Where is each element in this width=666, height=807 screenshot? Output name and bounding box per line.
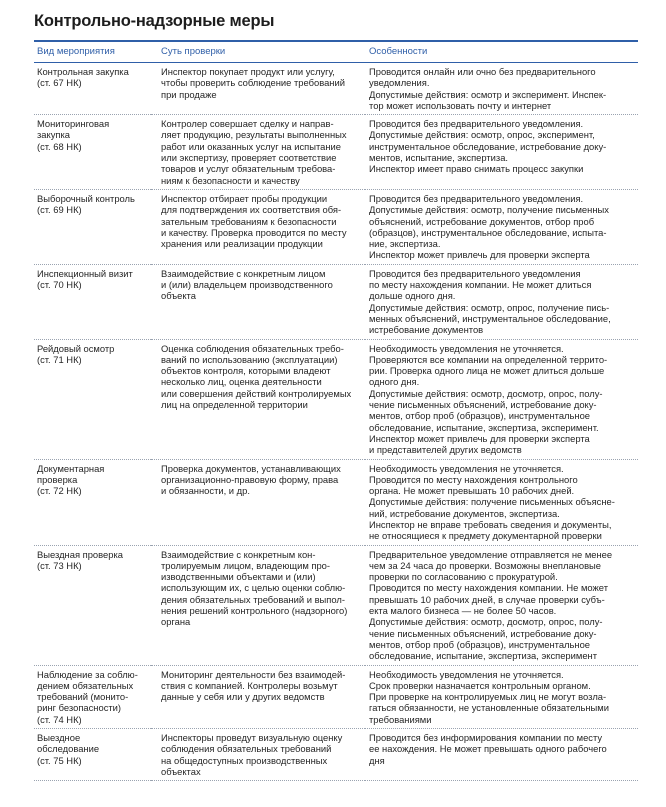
measure-kind-cell [34,115,151,190]
text-line: уведомления. [369,77,430,89]
table-row [34,665,638,728]
text-line: (ст. 69 НК) [37,204,82,216]
text-line: Инспектор имеет право снимать процесс закупки [369,163,584,175]
text-line: данные у себя или у других ведомств [161,691,325,703]
text-line: Срок проверки назначается контрольным органом. [369,679,591,691]
text-line: Инспекторы проведут визуальную оценку [161,732,343,744]
text-line: чем за 24 часа до проверки. Возможны внеплановые [369,559,602,571]
text-line: (ст. 71 НК) [37,353,82,365]
text-line: ний, истребование документов, экспертиза. [369,507,560,519]
text-line: (ст. 72 НК) [37,485,82,497]
check-essence-cell [151,665,365,728]
text-line: организационно-правовую форму, права [161,473,339,485]
control-measures-table [34,40,638,781]
text-line: дольше одного дня. [369,290,456,302]
text-line: обследование, испытание, экспертиза, эксперимент. [369,421,599,433]
text-line: Допустимые действия: осмотр, досмотр, опрос, полу- [369,616,603,628]
text-line: Инспектор не вправе требовать сведения и документы, [369,518,612,530]
text-line: Проводится онлайн или очно без предварительного [369,66,596,77]
text-line: использующим их, с целью оценки соблю- [161,582,346,594]
text-line: для подтверждения их соответствия обя- [161,204,342,216]
table-header [34,41,638,63]
text-line: и (или) владельцем производственного [161,279,333,291]
text-line: Проводится без информирования компании по месту [369,732,603,744]
text-line: ниям к безопасности и качеству [161,174,300,186]
text-line: (ст. 70 НК) [37,279,82,291]
table-row [34,115,638,190]
text-line: Проверяются все компании на определенной террито- [369,353,608,365]
text-line: или экспертизу, проверяет соответствие [161,152,337,164]
text-line: Инспектор отбирает пробы продукции [161,192,328,204]
text-line: истребование документов [369,324,484,336]
table-row [34,545,638,665]
table-row [34,729,638,781]
measure-kind-cell [34,339,151,459]
text-line: Документарная [37,462,105,474]
text-line: Выездная проверка [37,548,123,560]
text-line: органа. Не может превышать 10 рабочих дней. [369,485,575,497]
check-essence-cell [151,189,365,264]
text-line: по месту нахождения компании. Не может длиться [369,279,592,291]
text-line: (ст. 74 НК) [37,713,82,725]
features-cell [365,729,638,781]
text-line: Допустимые действия: получение письменных объясне- [369,496,615,508]
measure-kind-cell [34,729,151,781]
text-line: Инспектор может привлечь для проверки эксперта [369,249,590,261]
text-line: ствия с компанией. Контролеры возьмут [161,679,338,691]
text-line: проверка [37,473,78,485]
text-line: Взаимодействие с конкретным кон- [161,548,316,560]
text-line: (ст. 68 НК) [37,140,82,152]
features-cell [365,115,638,190]
text-line: тор может использовать почту и интернет [369,99,552,111]
text-line: тролируемым лицом, владеющим про- [161,559,330,571]
check-essence-cell [151,339,365,459]
column-header-features: Особенности [365,41,638,63]
text-line: Предварительное уведомление отправляется не менее [369,548,613,560]
text-line: или совершения действий контролируемых [161,387,352,399]
text-line: Проводится без предварительного уведомления [369,267,581,279]
text-line: гаться обязанности, не установленные обязательными [369,702,609,714]
measure-kind-cell [34,459,151,545]
text-line: товаров и услуг обязательным требова- [161,163,336,175]
text-line: Допустимые действия: осмотр, опрос, получение пись- [369,301,610,313]
text-line: чтобы проверить соблюдение требований [161,77,345,89]
text-line: дения обязательных требований и выпол- [161,593,345,605]
text-line: рии. Проверка одного лица не может длиться дольше [369,365,605,377]
column-header-essence: Суть проверки [151,41,365,63]
check-essence-cell [151,545,365,665]
text-line: Контролер совершает сделку и направ- [161,118,334,130]
text-line: Оценка соблюдения обязательных требо- [161,342,344,354]
features-cell [365,264,638,339]
text-line: соблюдения обязательных требований [161,743,332,755]
features-cell [365,339,638,459]
text-line: дением обязательных [37,679,134,691]
text-line: чение письменных объяснений, истребование доку- [369,399,597,411]
text-line: изводственными объектами и (или) [161,571,316,583]
text-line: объяснений, истребование документов, отбор проб [369,215,595,227]
features-cell [365,545,638,665]
text-line: превышать 10 рабочих дней, в случае проверки субъ- [369,593,605,605]
text-line: Инспекционный визит [37,267,133,279]
text-line: Проводится по месту нахождения компании. Не может [369,582,609,594]
table-row [34,264,638,339]
text-line: Проверка документов, устанавливающих [161,462,341,474]
text-line: Взаимодействие с конкретным лицом [161,267,326,279]
check-essence-cell [151,264,365,339]
text-line: Контрольная закупка [37,66,129,77]
text-line: ее нахождения. Не может превышать одного рабочего [369,743,607,755]
text-line: ментов, отбор проб (образцов), инструментальное [369,410,591,422]
table-row [34,189,638,264]
text-line: органа [161,616,191,628]
text-line: ментов, отбор проб (образцов), инструментальное [369,638,591,650]
text-line: Допустимые действия: осмотр, досмотр, опрос, полу- [369,387,603,399]
text-line: Допустимые действия: осмотр, опрос, эксперимент, [369,129,595,141]
text-line: (ст. 73 НК) [37,559,82,571]
text-line: Инспектор может привлечь для проверки эксперта [369,432,590,444]
text-line: Выборочный контроль [37,192,135,204]
check-essence-cell [151,459,365,545]
table-row [34,339,638,459]
text-line: Инспектор покупает продукт или услугу, [161,66,335,77]
text-line: работ или оказанных услуг на испытание [161,140,341,152]
text-line: объектах [161,765,201,777]
text-line: При проверке на контролируемых лиц не могут возла- [369,691,607,703]
text-line: Наблюдение за соблю- [37,668,138,680]
text-line: обследование [37,743,100,755]
text-line: не относящиеся к предмету документарной проверки [369,530,602,542]
text-line: ляет продукцию, результаты выполненных [161,129,347,141]
text-line: Мониторинг деятельности без взаимодей- [161,668,346,680]
measure-kind-cell [34,63,151,115]
measure-kind-cell [34,665,151,728]
text-line: одного дня. [369,376,420,388]
text-line: Необходимость уведомления не уточняется. [369,342,564,354]
text-line: менных объяснений, инструментальное обследование, [369,312,611,324]
text-line: (ст. 67 НК) [37,77,82,89]
text-line: (образцов), инструментальное обследование, испыта- [369,226,607,238]
features-cell [365,459,638,545]
measure-kind-cell [34,264,151,339]
text-line: нения решений контрольного (надзорного) [161,605,348,617]
text-line: и обязанности, и др. [161,485,250,497]
text-line: ментов, испытание, экспертиза. [369,152,509,164]
text-line: Проводится по месту нахождения контрольного [369,473,578,485]
text-line: ринг безопасности) [37,702,122,714]
text-line: проверки по согласованию с прокуратурой. [369,571,558,583]
check-essence-cell [151,729,365,781]
text-line: Проводится без предварительного уведомления. [369,192,584,204]
text-line: зательным требованиям к безопасности [161,215,337,227]
text-line: Выездное [37,732,81,744]
table-row [34,63,638,115]
text-line: дня [369,754,385,766]
check-essence-cell [151,63,365,115]
text-line: Рейдовый осмотр [37,342,115,354]
check-essence-cell [151,115,365,190]
text-line: екта малого бизнеса — не более 50 часов. [369,605,557,617]
text-line: ние, экспертиза. [369,238,441,250]
text-line: Необходимость уведомления не уточняется. [369,462,564,474]
text-line: требованиями [369,713,432,725]
text-line: (ст. 75 НК) [37,754,82,766]
text-line: и качеству. Проверка проводится по месту [161,226,347,238]
text-line: и представителей других ведомств [369,444,522,456]
text-line: объектов контроля, которыми владеют [161,365,331,377]
text-line: Проводится без предварительного уведомления. [369,118,584,130]
text-line: обследование, испытание, экспертиза, эксперимент [369,650,598,662]
text-line: на общедоступных производственных [161,754,328,766]
features-cell [365,665,638,728]
text-line: при продаже [161,88,217,100]
column-header-kind: Вид мероприятия [34,41,151,63]
text-line: Допустимые действия: осмотр, получение письменных [369,204,609,216]
table-body [34,63,638,781]
measure-kind-cell [34,189,151,264]
features-cell [365,189,638,264]
text-line: объекта [161,290,196,302]
text-line: несколько лиц, оценка деятельности [161,376,322,388]
text-line: Мониторинговая [37,118,110,130]
measure-kind-cell [34,545,151,665]
text-line: Необходимость уведомления не уточняется. [369,668,564,680]
text-line: Допустимые действия: осмотр и эксперимент. Инспек- [369,88,607,100]
text-line: инструментальное обследование, истребование доку- [369,140,607,152]
text-line: требований (монито- [37,691,129,703]
text-line: лиц на определенной территории [161,399,308,411]
page-title: Контрольно-надзорные меры [34,12,275,30]
text-line: закупка [37,129,71,141]
text-line: хранения или реализации продукции [161,238,323,250]
features-cell [365,63,638,115]
text-line: чение письменных объяснений, истребование доку- [369,627,597,639]
table-row [34,459,638,545]
text-line: ваний по использованию (эксплуатации) [161,353,338,365]
